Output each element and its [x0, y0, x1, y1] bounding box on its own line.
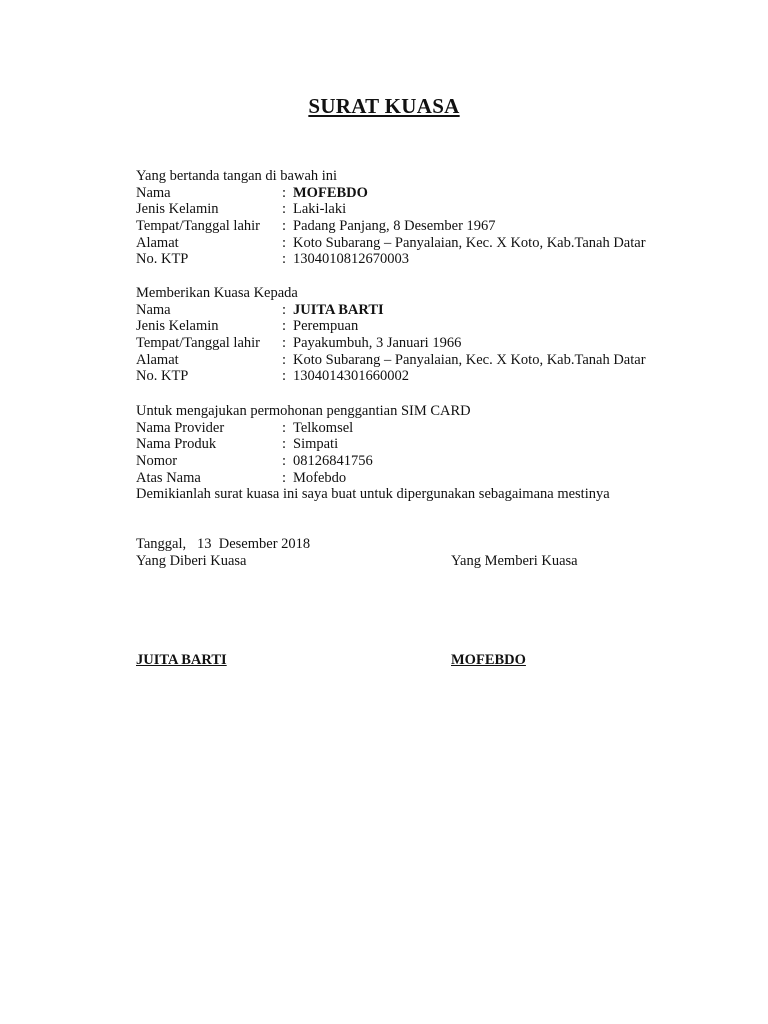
field-label: Alamat	[136, 234, 179, 251]
sim-fields	[136, 420, 736, 487]
field-label: Nama	[136, 184, 171, 201]
field-colon: :	[282, 318, 287, 335]
field-row	[136, 218, 736, 235]
field-row	[136, 251, 736, 268]
field-label: Nama	[136, 301, 171, 318]
field-label: Nama Produk	[136, 436, 217, 453]
pemberi-section	[136, 168, 736, 268]
field-row	[136, 420, 736, 437]
field-value: Mofebdo	[293, 469, 347, 486]
letter-title: SURAT KUASA	[308, 94, 460, 118]
sign-right-caption: Yang Memberi Kuasa	[451, 552, 578, 569]
field-label: Tempat/Tanggal lahir	[136, 218, 260, 235]
field-row	[136, 453, 736, 470]
sim-section	[136, 403, 736, 503]
kuasa-heading: Memberikan Kuasa Kepada	[136, 285, 298, 301]
field-value: Simpati	[293, 436, 339, 453]
signature-names	[136, 652, 736, 669]
field-value: 1304010812670003	[293, 251, 409, 268]
field-label: Jenis Kelamin	[136, 318, 219, 335]
field-value: Padang Panjang, 8 Desember 1967	[293, 218, 496, 235]
field-colon: :	[282, 218, 287, 235]
field-row	[136, 235, 736, 252]
field-label: Atas Nama	[136, 469, 201, 486]
field-row	[136, 335, 736, 352]
field-row	[136, 470, 736, 487]
penerima-fields	[136, 302, 736, 385]
intro-text: Yang bertanda tangan di bawah ini	[136, 168, 338, 184]
field-value: 1304014301660002	[293, 368, 409, 385]
field-row	[136, 302, 736, 319]
sign-left-name: JUITA BARTI	[136, 652, 227, 668]
field-colon: :	[282, 453, 287, 470]
field-row	[136, 318, 736, 335]
field-row	[136, 368, 736, 385]
field-colon: :	[282, 351, 287, 368]
field-label: Nomor	[136, 453, 178, 470]
field-colon: :	[282, 436, 287, 453]
field-row	[136, 436, 736, 453]
field-colon: :	[282, 335, 287, 352]
field-row	[136, 201, 736, 218]
field-label: Jenis Kelamin	[136, 201, 219, 218]
signature-section	[136, 536, 736, 569]
field-value: Payakumbuh, 3 Januari 1966	[293, 335, 462, 352]
sign-captions	[136, 553, 736, 570]
field-value: Koto Subarang – Panyalaian, Kec. X Koto, Kab.Tanah Datar	[293, 234, 646, 251]
field-value: Koto Subarang – Panyalaian, Kec. X Koto, Kab.Tanah Datar	[293, 351, 646, 368]
field-colon: :	[282, 234, 287, 251]
field-value: MOFEBDO	[293, 184, 368, 201]
field-colon: :	[282, 184, 287, 201]
sign-left-caption: Yang Diberi Kuasa	[136, 552, 247, 569]
field-colon: :	[282, 419, 287, 436]
field-colon: :	[282, 201, 287, 218]
field-colon: :	[282, 469, 287, 486]
field-row	[136, 185, 736, 202]
field-colon: :	[282, 368, 287, 385]
field-label: No. KTP	[136, 368, 189, 385]
field-colon: :	[282, 251, 287, 268]
field-value: Laki-laki	[293, 201, 347, 218]
field-row	[136, 352, 736, 369]
field-value: Perempuan	[293, 318, 359, 335]
field-label: No. KTP	[136, 251, 189, 268]
field-label: Tempat/Tanggal lahir	[136, 335, 260, 352]
pemberi-fields	[136, 185, 736, 268]
field-value: Telkomsel	[293, 419, 354, 436]
field-label: Nama Provider	[136, 419, 225, 436]
field-colon: :	[282, 301, 287, 318]
penerima-section	[136, 285, 736, 385]
field-value: JUITA BARTI	[293, 301, 384, 318]
field-value: 08126841756	[293, 453, 373, 470]
field-label: Alamat	[136, 351, 179, 368]
date-line: Tanggal, 13 Desember 2018	[136, 536, 311, 552]
closing-text: Demikianlah surat kuasa ini saya buat untuk dipergunakan sebagaimana mestinya	[136, 486, 610, 503]
sign-right-name: MOFEBDO	[451, 652, 526, 668]
purpose-text: Untuk mengajukan permohonan penggantian SIM CARD	[136, 403, 471, 419]
